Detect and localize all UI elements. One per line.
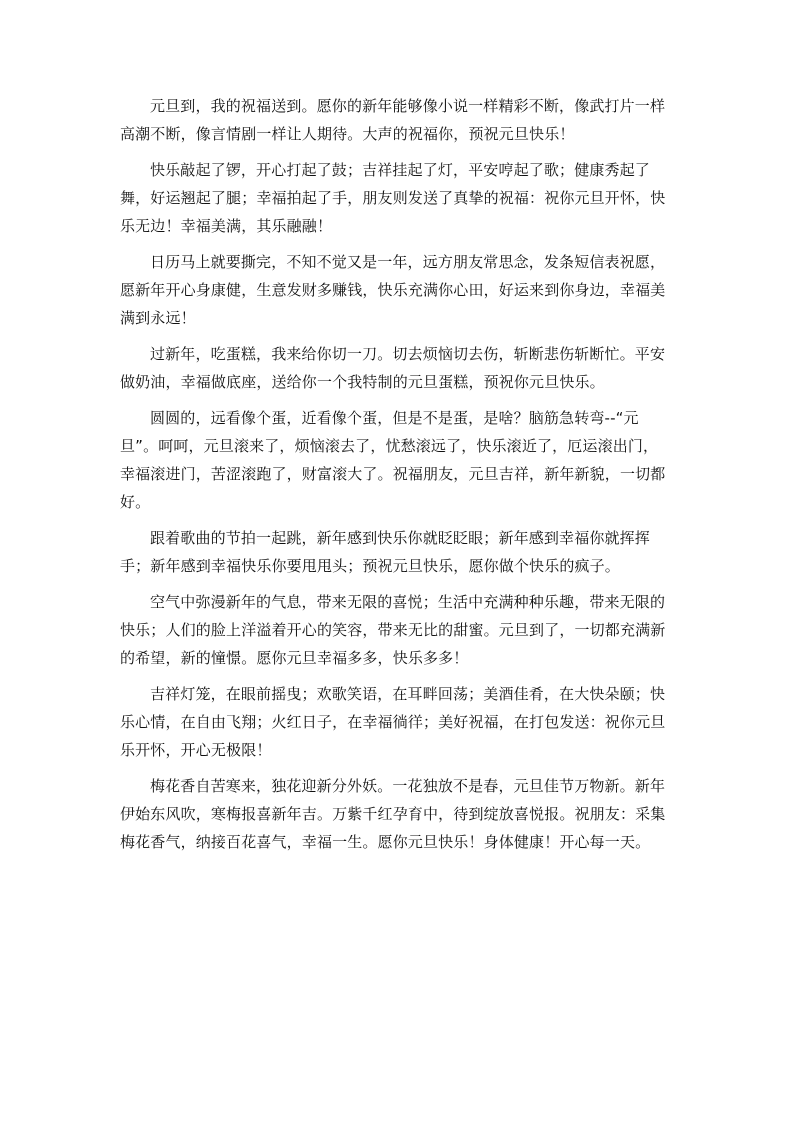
- paragraph-3: 日历马上就要撕完，不知不觉又是一年，远方朋友常思念，发条短信表祝愿，愿新年开心身康健，生意发财多赚钱，快乐充满你心田，好运来到你身边，幸福美满到永远！: [120, 253, 666, 327]
- paragraph-9: 梅花香自苦寒来，独花迎新分外妖。一花独放不是春，元旦佳节万物新。新年伊始东风吹，寒梅报喜新年吉。万紫千红孕育中，待到绽放喜悦报。祝朋友：采集梅花香气，纳接百花喜气，幸福一生。愿你元旦快乐！身体健康！开心每一天。: [120, 777, 666, 851]
- paragraph-7: 空气中弥漫新年的气息，带来无限的喜悦；生活中充满种种乐趣，带来无限的快乐；人们的脸上洋溢着开心的笑容，带来无比的甜蜜。元旦到了，一切都充满新的希望，新的憧憬。愿你元旦幸福多多，快乐多多！: [120, 593, 666, 667]
- paragraph-8: 吉祥灯笼，在眼前摇曳；欢歌笑语，在耳畔回荡；美酒佳肴，在大快朵颐；快乐心情，在自由飞翔；火红日子，在幸福徜徉；美好祝福，在打包发送：祝你元旦乐开怀，开心无极限！: [120, 685, 666, 759]
- document-body: [120, 92, 668, 864]
- paragraph-2: 快乐敲起了锣，开心打起了鼓；吉祥挂起了灯，平安哼起了歌；健康秀起了舞，好运翘起了腿；幸福拍起了手，朋友则发送了真挚的祝福：祝你元旦开怀，快乐无边！幸福美满，其乐融融！: [120, 161, 666, 235]
- paragraph-5: 圆圆的，远看像个蛋，近看像个蛋，但是不是蛋，是啥？脑筋急转弯--“元旦”。呵呵，元旦滚来了，烦恼滚去了，忧愁滚远了，快乐滚近了，厄运滚出门，幸福滚进门，苦涩滚跑了，财富滚大了。祝福朋友，元旦吉祥，新年新貌，一切都好。: [120, 409, 666, 511]
- paragraph-4: 过新年，吃蛋糕，我来给你切一刀。切去烦恼切去伤，斩断悲伤斩断忙。平安做奶油，幸福做底座，送给你一个我特制的元旦蛋糕，预祝你元旦快乐。: [120, 345, 666, 391]
- paragraph-6: 跟着歌曲的节拍一起跳，新年感到快乐你就眨眨眼；新年感到幸福你就挥挥手；新年感到幸福快乐你要甩甩头；预祝元旦快乐，愿你做个快乐的疯子。: [120, 529, 650, 575]
- paragraph-1: 元旦到，我的祝福送到。愿你的新年能够像小说一样精彩不断，像武打片一样高潮不断，像言情剧一样让人期待。大声的祝福你，预祝元旦快乐！: [120, 97, 666, 143]
